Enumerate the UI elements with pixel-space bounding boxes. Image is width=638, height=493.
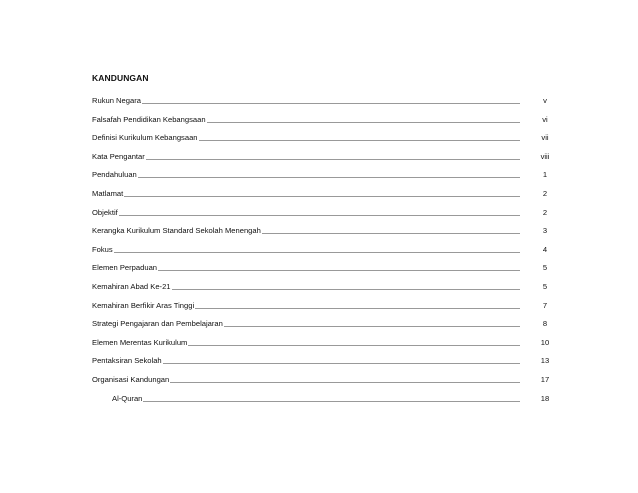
toc-entry xyxy=(0,114,638,126)
toc-entry-page: 13 xyxy=(540,356,550,366)
toc-entry-page: 18 xyxy=(540,393,550,403)
toc-entry-label: Kemahiran Berfikir Aras Tinggi xyxy=(92,300,195,310)
toc-subentry xyxy=(0,393,638,405)
toc-entry-page: 8 xyxy=(542,319,548,329)
toc-entry xyxy=(0,207,638,219)
toc-entry xyxy=(0,300,638,312)
toc-entry-label: Objektif xyxy=(92,207,118,217)
toc-entry-page: 1 xyxy=(542,170,548,180)
toc-entry-page: vi xyxy=(542,114,548,124)
toc-entry-label: Elemen Perpaduan xyxy=(92,263,158,273)
toc-entry-label: Strategi Pengajaran dan Pembelajaran xyxy=(92,319,223,329)
toc-entry-page: 5 xyxy=(542,263,548,273)
toc-entry xyxy=(0,95,638,107)
toc-entry-page: viii xyxy=(540,151,550,161)
toc-entry xyxy=(0,132,638,144)
toc-entry xyxy=(0,337,638,349)
toc-entry xyxy=(0,225,638,237)
toc-entry-page: 5 xyxy=(542,282,548,291)
toc-entry xyxy=(0,355,638,367)
toc-entry-label: Kerangka Kurikulum Standard Sekolah Menengah xyxy=(92,226,261,236)
toc-entry-page: 2 xyxy=(542,207,548,217)
toc-entry xyxy=(0,318,638,330)
toc-entry-label: Al-Quran xyxy=(112,393,143,403)
toc-entry xyxy=(0,188,638,200)
toc-entry-label: Elemen Merentas Kurikulum xyxy=(92,337,188,347)
toc-heading: KANDUNGAN xyxy=(92,73,149,83)
toc-entry-page: v xyxy=(543,96,547,105)
toc-entry xyxy=(0,169,638,181)
toc-entry xyxy=(0,262,638,274)
toc-entry-label: Kata Pengantar xyxy=(92,151,145,161)
toc-entry-page: 3 xyxy=(542,226,548,236)
toc-entry xyxy=(0,374,638,386)
toc-entry-label: Pendahuluan xyxy=(92,170,137,180)
toc-entry-label: Falsafah Pendidikan Kebangsaan xyxy=(92,114,206,124)
toc-entry-page: 2 xyxy=(542,189,548,198)
toc-entry-label: Matlamat xyxy=(92,189,124,198)
toc-entry-label: Kemahiran Abad Ke-21 xyxy=(92,282,171,291)
toc-entry-page: 10 xyxy=(540,337,550,347)
toc-entry-label: Rukun Negara xyxy=(92,96,141,105)
toc-entry-page: 7 xyxy=(542,300,548,310)
toc-entry xyxy=(0,281,638,293)
toc-entry-label: Definisi Kurikulum Kebangsaan xyxy=(92,133,198,143)
toc-entry-label: Organisasi Kandungan xyxy=(92,375,170,384)
toc-entry-page: vii xyxy=(541,133,549,143)
toc-entry-label: Pentaksiran Sekolah xyxy=(92,356,162,366)
toc-entry-page: 4 xyxy=(542,244,548,254)
toc-entry xyxy=(0,151,638,163)
toc-entry xyxy=(0,244,638,256)
toc-entry-page: 17 xyxy=(540,375,550,384)
toc-entry-label: Fokus xyxy=(92,244,113,254)
